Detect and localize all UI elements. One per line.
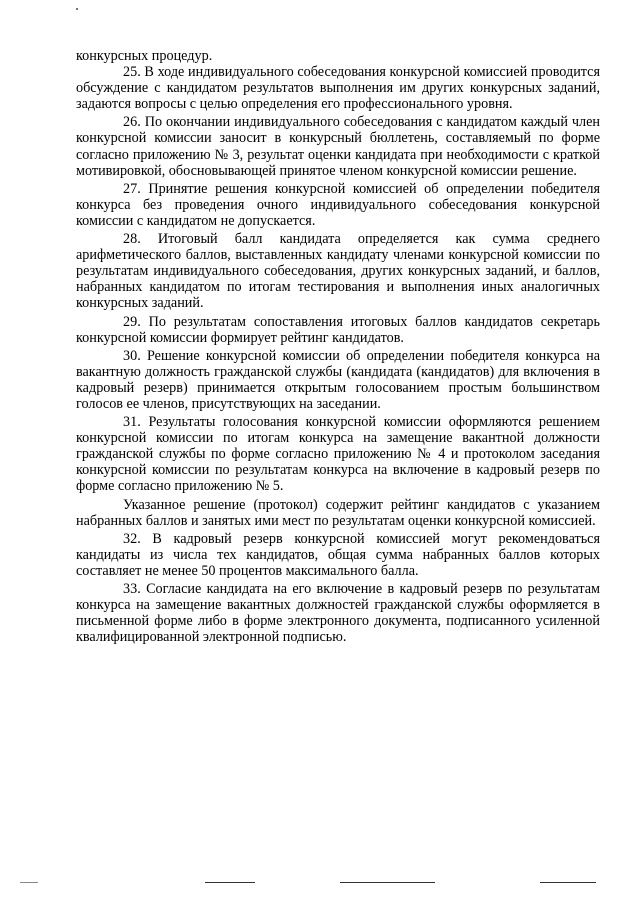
- paragraph-31: 31. Результаты голосования конкурсной комиссии оформляются решением конкурсной комиссии по итогам конкурса на замещение вакантной должности гражданской службы по форме согласно приложению № 4 и протоколом заседания конкурсной комиссии по результатам конкурса на включение в кадровый резерв по форме согласно приложению № 5.: [76, 414, 600, 495]
- paragraph-25: 25. В ходе индивидуального собеседования конкурсной комиссией проводится обсуждение с кандидатом результатов выполнения им других конкурсных заданий, задаются вопросы с целью определения его профессионального уровня.: [76, 64, 600, 113]
- footer-rule: [205, 882, 255, 883]
- paragraph-29: 29. По результатам сопоставления итоговых баллов кандидатов секретарь конкурсной комиссии формирует рейтинг кандидатов.: [76, 313, 600, 346]
- footer-rule: [20, 882, 38, 883]
- paragraph-33: 33. Согласие кандидата на его включение в кадровый резерв по результатам конкурса на замещение вакантных должностей гражданской службы оформляется в письменной форме либо в форме электронного документа, подписанного усиленной квалифицированной электронной подписью.: [76, 581, 600, 646]
- paragraph-26: 26. По окончании индивидуального собеседования с кандидатом каждый член конкурсной комиссии заносит в конкурсный бюллетень, составляемый по форме согласно приложению № 3, результат оценки кандидата при необходимости с краткой мотивировкой, обосновывающей принятое членом конкурсной комиссии решение.: [76, 114, 600, 179]
- paragraph-28: 28. Итоговый балл кандидата определяется как сумма среднего арифметического баллов, выставленных кандидату членами конкурсной комиссии по результатам индивидуального собеседования, других конкурсных заданий, и баллов, набранных кандидатом по итогам тестирования и выполнения иных аналогичных конкурсных заданий.: [76, 231, 600, 312]
- paragraph-continuation: конкурсных процедур.: [76, 48, 213, 64]
- scan-speck: [76, 8, 78, 10]
- paragraph-decision-note: Указанное решение (протокол) содержит рейтинг кандидатов с указанием набранных баллов и занятых ими мест по результатам оценки конкурсной комиссией.: [76, 496, 600, 529]
- paragraph-30: 30. Решение конкурсной комиссии об определении победителя конкурса на вакантную должность гражданской службы (кандидата (кандидатов) для включения в кадровый резерв) принимается открытым голосованием простым большинством голосов ее членов, присутствующих на заседании.: [76, 347, 600, 412]
- footer-rule: [540, 882, 596, 883]
- footer-rule: [340, 882, 435, 883]
- document-body: [76, 48, 600, 645]
- paragraph-32: 32. В кадровый резерв конкурсной комиссией могут рекомендоваться кандидаты из числа тех кандидатов, общая сумма набранных баллов которых составляет не менее 50 процентов максимального балла.: [76, 530, 600, 579]
- paragraph-27: 27. Принятие решения конкурсной комиссией об определении победителя конкурса без проведения очного индивидуального собеседования конкурсной комиссии с кандидатом не допускается.: [76, 180, 600, 229]
